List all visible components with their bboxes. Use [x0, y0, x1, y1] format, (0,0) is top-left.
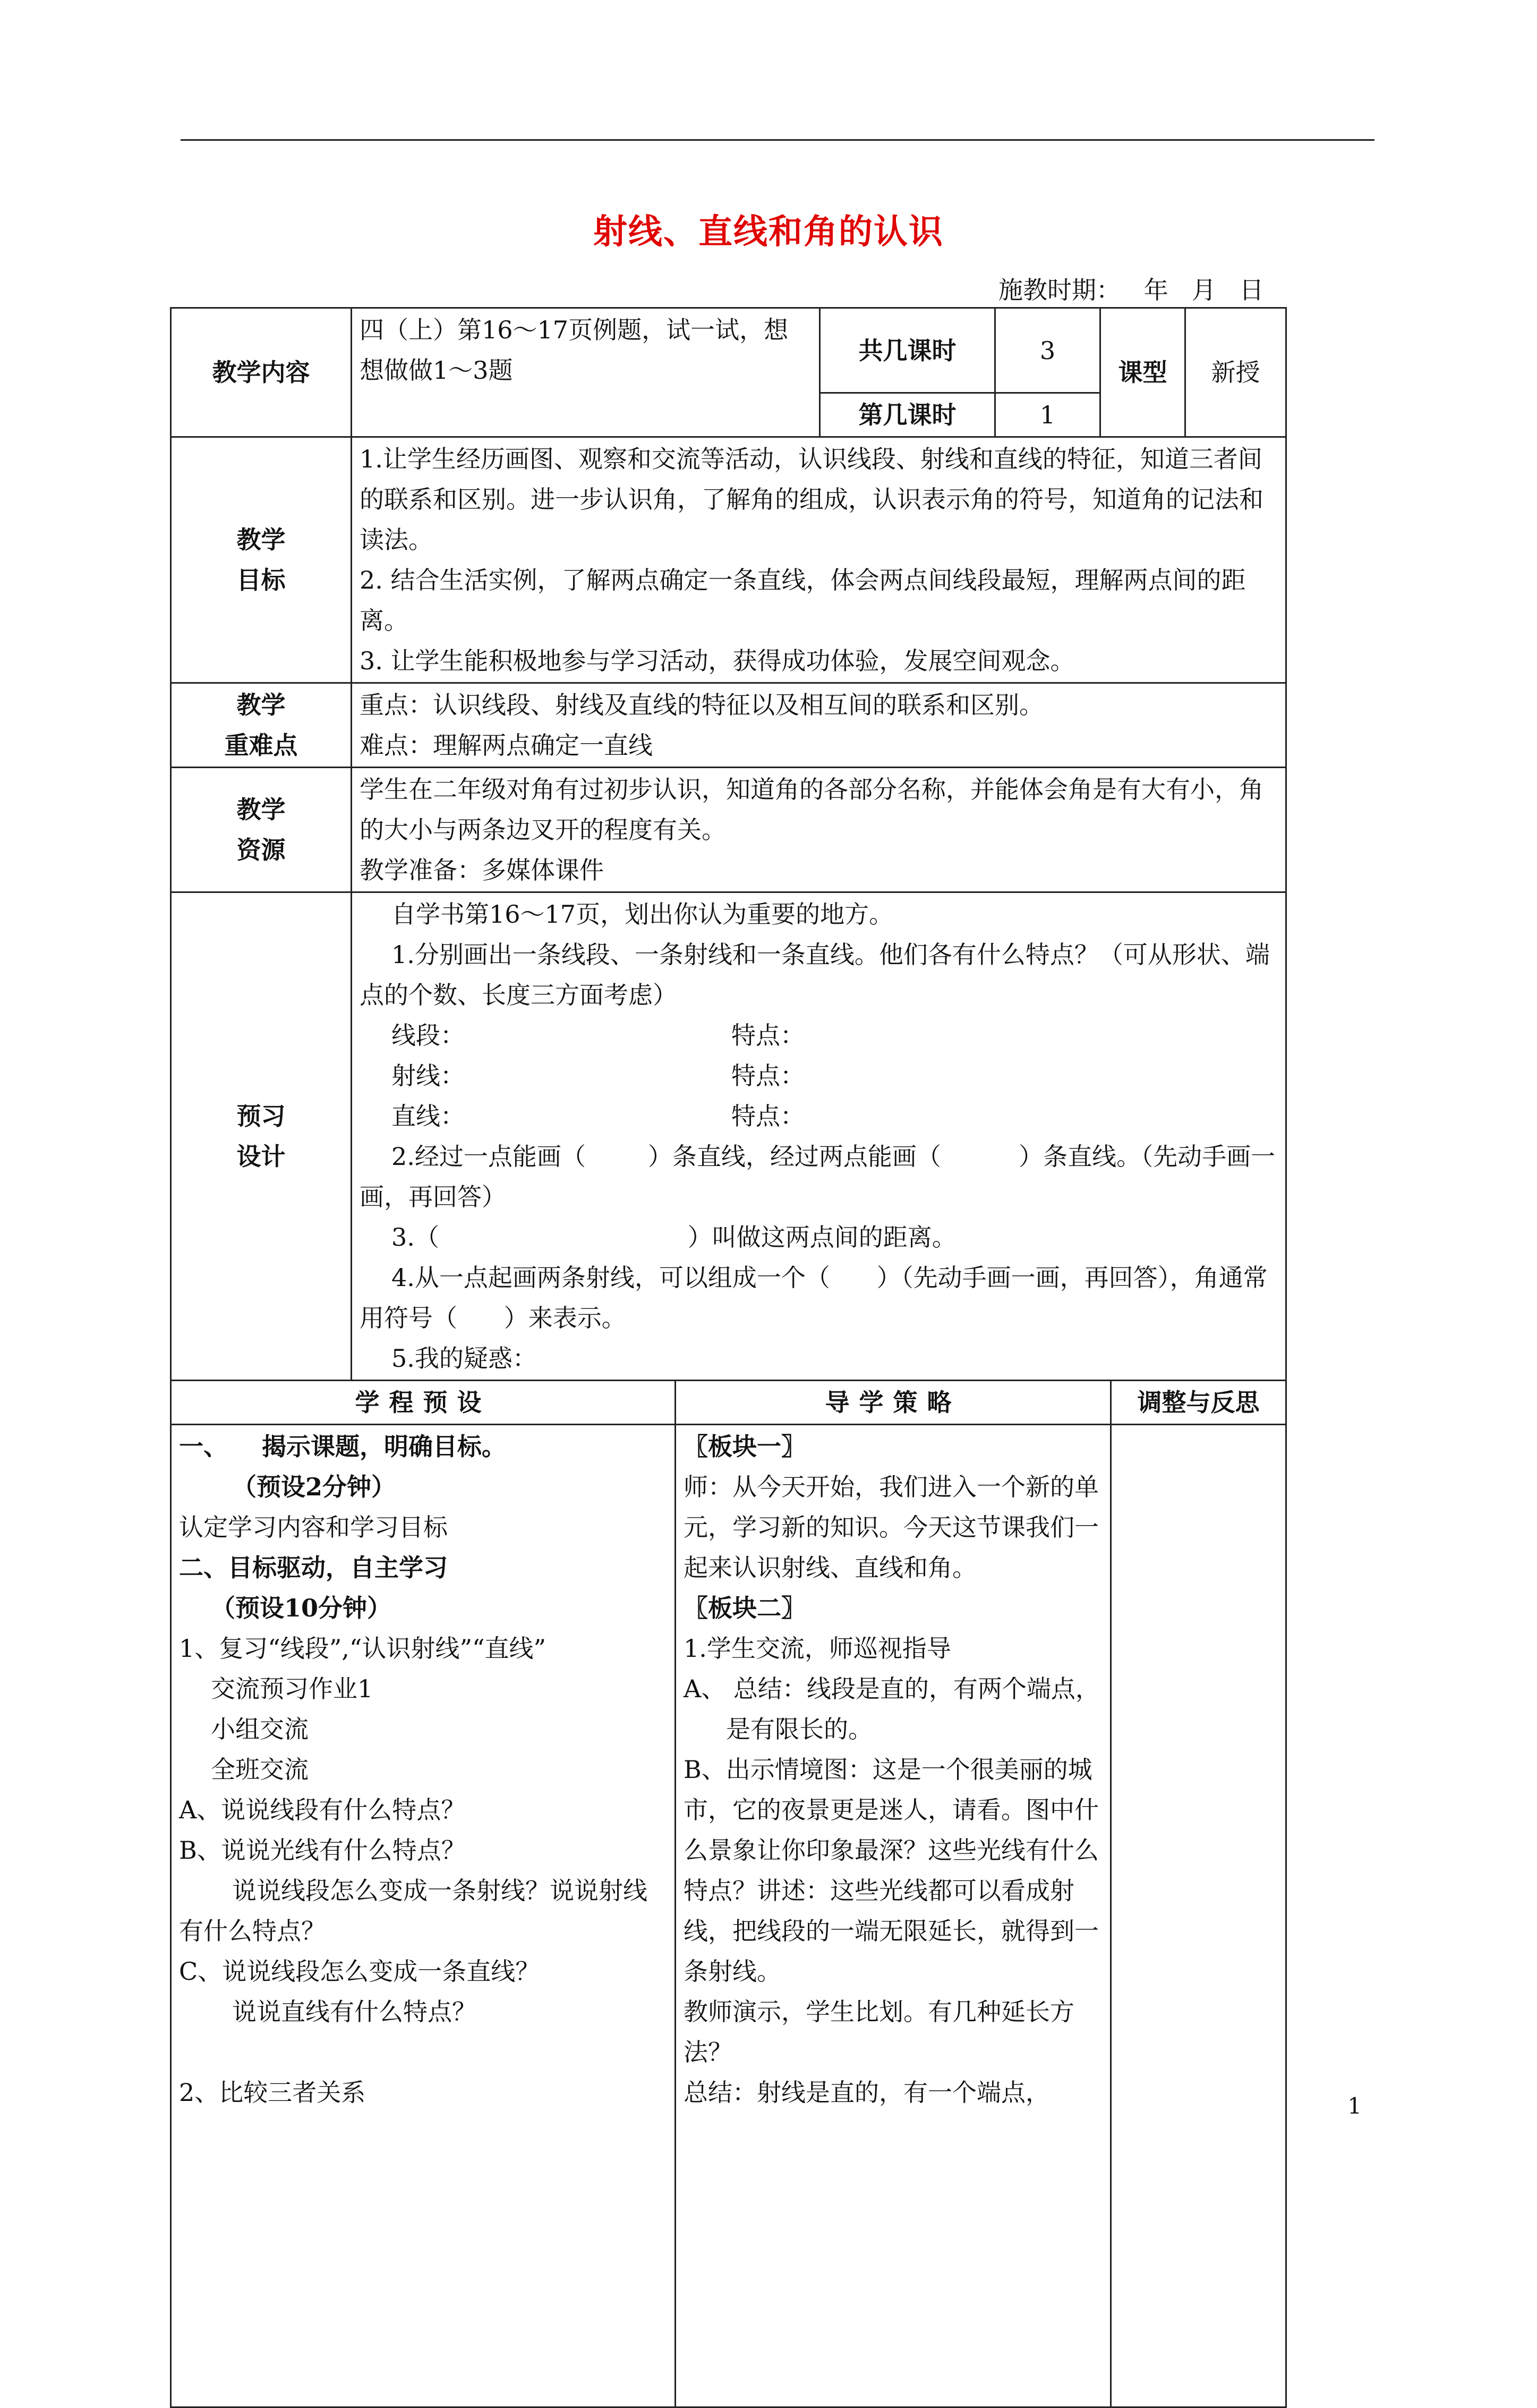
resource-item: 学生在二年级对角有过初步认识，知道角的各部分名称，并能体会角是有大有小，角的大小与两条边叉开的程度有关。 — [360, 775, 1263, 844]
preview-row: 直线： 特点： — [391, 1102, 805, 1130]
process-header-right: 调整与反思 — [1111, 1381, 1286, 1425]
preview-question-3: 3.（ ）叫做这两点间的距离。 — [391, 1223, 957, 1252]
strategy-item: 〖板块二〗 — [684, 1594, 806, 1622]
date-line: 施教时期： 年 月 日 — [998, 276, 1264, 304]
strategy-item: 〖板块一〗 — [684, 1432, 806, 1461]
current-hour-label: 第几课时 — [820, 393, 995, 437]
lesson-type-label: 课型 — [1100, 308, 1185, 437]
preview-label: 预习 设计 — [171, 892, 352, 1381]
process-step: 二、目标驱动，自主学习 — [179, 1553, 448, 1582]
strategy-item: 1.学生交流，师巡视指导 — [684, 1634, 951, 1663]
process-step: （预设2分钟） — [232, 1473, 396, 1501]
content-value: 四（上）第16～17页例题，试一试，想想做做1～3题 — [352, 308, 820, 437]
goals-content — [352, 437, 1286, 683]
lesson-plan-table — [170, 307, 1285, 2408]
goal-item: 3. 让学生能积极地参与学习活动，获得成功体验，发展空间观念。 — [360, 646, 1075, 675]
goal-item: 1.让学生经历画图、观察和交流等活动，认识线段、射线和直线的特征，知道三者间的联系和区别。进一步认识角，了解角的组成，认识表示角的符号，知道角的记法和读法。 — [360, 445, 1263, 554]
process-step: 全班交流 — [211, 1755, 309, 1784]
process-step: C、说说线段怎么变成一条直线？ — [179, 1957, 540, 1986]
process-reflection — [1111, 1425, 1286, 2407]
preview-content — [352, 892, 1286, 1381]
process-header-left: 学程预设 — [171, 1381, 676, 1425]
process-step: 2、比较三者关系 — [179, 2078, 366, 2107]
strategy-item: 教师演示，学生比划。有几种延长方法？ — [684, 1997, 1074, 2066]
resource-item: 教学准备：多媒体课件 — [360, 856, 604, 884]
page-title: 射线、直线和角的认识 — [593, 212, 944, 252]
process-step: A、说说线段有什么特点？ — [179, 1796, 466, 1824]
process-step: 一、 揭示课题，明确目标。 — [179, 1432, 507, 1461]
process-step: 说说线段怎么变成一条射线？说说射线有什么特点？ — [179, 1876, 647, 1945]
key-points-content — [352, 683, 1286, 768]
page-number: 1 — [1347, 2093, 1362, 2119]
preview-row: 射线： 特点： — [391, 1061, 805, 1090]
process-step — [179, 2032, 667, 2072]
process-left — [171, 1425, 676, 2407]
resources-label: 教学 资源 — [171, 768, 352, 892]
process-step: 小组交流 — [211, 1715, 309, 1743]
difficulty-point: 难点：理解两点确定一直线 — [360, 731, 653, 760]
content-label: 教学内容 — [171, 308, 352, 437]
process-table — [170, 1380, 1287, 2408]
strategy-item: 师：从今天开始，我们进入一个新的单元，学习新的知识。今天这节课我们一起来认识射线、直线和角。 — [684, 1473, 1099, 1582]
lesson-type-value: 新授 — [1185, 308, 1286, 437]
preview-question-1: 1.分别画出一条线段、一条射线和一条直线。他们各有什么特点？（可从形状、端点的个数、长度三方面考虑） — [360, 940, 1270, 1009]
strategy-item: 总结：射线是直的，有一个端点， — [684, 2078, 1050, 2107]
preview-intro: 自学书第16～17页，划出你认为重要的地方。 — [391, 900, 894, 929]
process-step: 交流预习作业1 — [211, 1674, 373, 1703]
strategy-item: B、出示情境图：这是一个很美丽的城市，它的夜景更是迷人，请看。图中什么景象让你印象最深？这些光线有什么特点？讲述：这些光线都可以看成射线，把线段的一端无限延长，就得到一条射线。 — [684, 1755, 1099, 1986]
info-table — [170, 307, 1287, 438]
total-hours-value: 3 — [995, 308, 1100, 393]
goal-item: 2. 结合生活实例，了解两点确定一条直线，体会两点间线段最短，理解两点间的距离。 — [360, 566, 1246, 635]
process-step: 认定学习内容和学习目标 — [179, 1513, 448, 1542]
plan-sections-table — [170, 436, 1287, 1381]
preview-question-2: 2.经过一点能画（ ）条直线，经过两点能画（ ）条直线。（先动手画一画，再回答） — [360, 1142, 1276, 1211]
preview-question-5: 5.我的疑惑： — [391, 1344, 537, 1373]
goals-label: 教学 目标 — [171, 437, 352, 683]
resources-content — [352, 768, 1286, 892]
total-hours-label: 共几课时 — [820, 308, 995, 393]
process-step: 说说直线有什么特点？ — [232, 1997, 476, 2026]
strategy-item: A、 总结：线段是直的，有两个端点，是有限长的。 — [684, 1674, 1100, 1743]
process-mid — [676, 1425, 1111, 2407]
current-hour-value: 1 — [995, 393, 1100, 437]
key-points-label: 教学 重难点 — [171, 683, 352, 768]
process-step: 1、复习“线段”,“认识射线”“直线” — [179, 1634, 546, 1663]
preview-question-4: 4.从一点起画两条射线，可以组成一个（ ）（先动手画一画，再回答），角通常用符号（ ）来表示。 — [360, 1263, 1268, 1332]
process-step: B、说说光线有什么特点？ — [179, 1836, 466, 1865]
process-step: （预设10分钟） — [211, 1594, 392, 1622]
header-rule — [181, 139, 1374, 141]
preview-row: 线段： 特点： — [391, 1021, 805, 1050]
key-point: 重点：认识线段、射线及直线的特征以及相互间的联系和区别。 — [360, 691, 1044, 719]
process-header-mid: 导学策略 — [676, 1381, 1111, 1425]
